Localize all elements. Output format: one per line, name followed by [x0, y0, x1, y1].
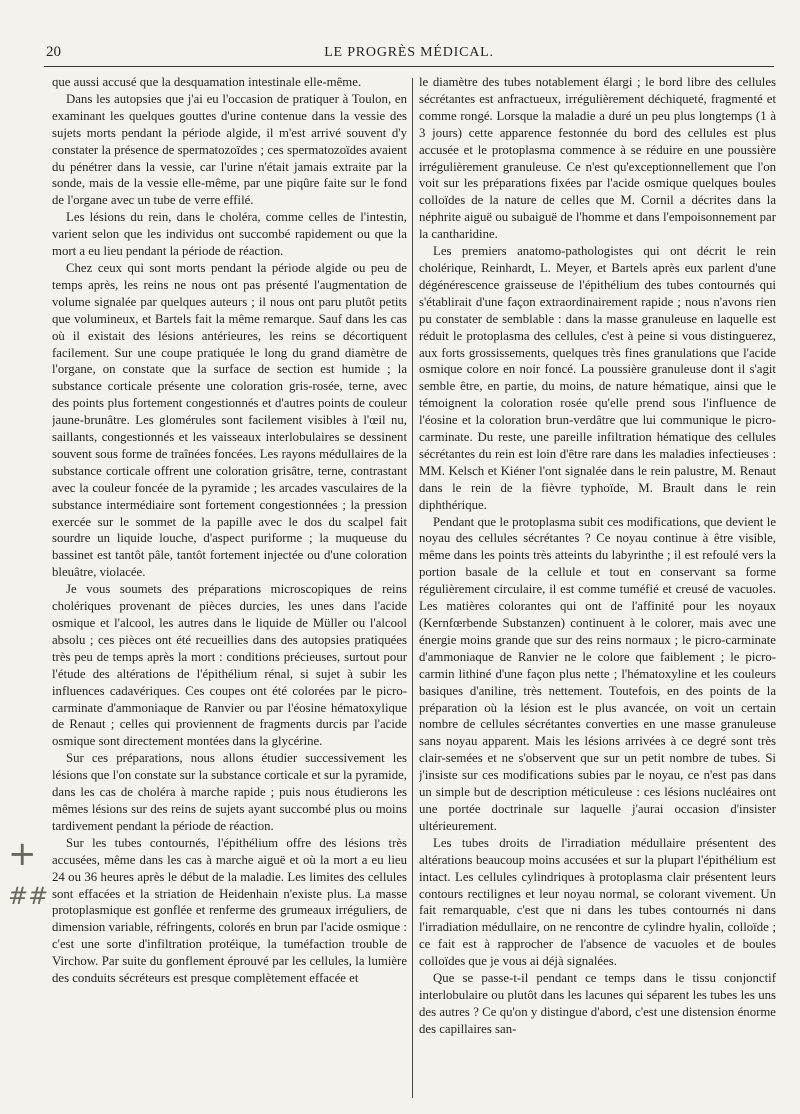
paragraph: Les premiers anatomo-pathologistes qui ont décrit le rein cholérique, Reinhardt, L. Meyer, et Bartels après eux parlent d'une dégénérescence graisseuse de l'épithélium des tubes contournés qui s'établirait d'une façon extraordinairement rapide ; nous n'avons rien pu constater de semblable : dans la masse granuleuse en laquelle est réduit le protoplasma des cellules, c'est à peine si vous distinguerez, aux forts grossissements, quelques très fines granulations que l'acide osmique colore en noir foncé. La poussière granuleuse dont il s'agit semble être, en partie, du moins, de nature hématique, ainsi que le témoignent la coloration rosée qu'elle prend sous l'influence de l'éosine et la coloration brun-verdâtre que lui communique le picro-carminate. Du reste, une pareille infiltration hématique des cellules sécrétantes du rein est loin d'être rare dans les maladies infectieuses : MM. Kelsch et Kiéner l'ont signalée dans le rein palustre, M. Renaut dans le rein de la fièvre typhoïde, M. Brault dans le rein diphthérique.: [419, 244, 776, 512]
right-column: [419, 74, 776, 1104]
paragraph: Je vous soumets des préparations microscopiques de reins cholériques provenant de pièces durcies, les unes dans l'acide osmique et l'alcool, les autres dans le liquide de Müller ou l'alcool absolu ; ces pièces ont été recueillies dans des autopsies pratiquées très peu de temps après la mort : conditions précieuses, surtout pour l'étude des altérations de l'épithélium rénal, si sujet à subir les influences cadavériques. Ces coupes ont été colorées par le picro-carminate d'ammoniaque de Ranvier ou par l'éosine hématoxylique de Renaut ; celles qui proviennent de fragments durcis par l'acide osmique sont directement montées dans la glycérine.: [52, 582, 407, 749]
paragraph: Les lésions du rein, dans le choléra, comme celles de l'intestin, varient selon que les individus ont succombé rapidement ou que la mort a eu lieu pendant la période de réaction.: [52, 210, 407, 259]
page-number: 20: [46, 44, 61, 60]
paragraph: Dans les autopsies que j'ai eu l'occasion de pratiquer à Toulon, en examinant les quelques gouttes d'urine contenue dans la vessie des sujets morts pendant la période algide, il m'est arrivé souvent d'y constater la présence de spermatozoïdes ; ces spermatozoïdes avaient du pénétrer dans la vessie, car l'urine n'était jamais extraite par la sonde, mais de la vessie elle-même, par une piqûre faite sur le fond de l'organe avec un tube de verre effilé.: [52, 91, 407, 208]
page-header: [44, 44, 774, 67]
margin-hash-mark: ##: [8, 882, 49, 910]
paragraph: Sur les tubes contournés, l'épithélium offre des lésions très accusées, même dans les cas à marche aiguë et où la mort a eu lieu 24 ou 36 heures après le début de la maladie. Les limites des cellules sont effacées et la striation de Heidenhain n'existe plus. La masse protoplasmique est gonflée et renferme des grumeaux irréguliers, de dimension variable, réfringents, colorés en brun par l'acide osmique : c'est une sorte d'infiltration protéique, la tuméfaction trouble de Virchow. Par suite du gonflement éprouvé par les cellules, la lumière des conduits sécréteurs est presque complètement effacée et: [52, 835, 407, 986]
left-column: [52, 74, 407, 1104]
paragraph: le diamètre des tubes notablement élargi ; le bord libre des cellules sécrétantes est anfractueux, irrégulièrement déchiqueté, fragmenté et comme rongé. Lorsque la maladie a duré un peu plus longtemps (1 à 3 jours) cette apparence festonnée du bord des cellules est plus accusée et le protoplasma commence à se réduire en une poussière irrégulièrement granuleuse. Ce n'est qu'exceptionnellement que l'on voit sur les préparations fixées par l'acide osmique quelques boules colloïdes de la nature de celles que M. Cornil a décrites dans la néphrite aiguë ou subaiguë de l'homme et dans l'empoisonnement par la cantharidine.: [419, 75, 776, 242]
paragraph: Que se passe-t-il pendant ce temps dans le tissu conjonctif interlobulaire ou plutôt dans les lacunes qui séparent les tubes les uns des autres ? Ce qu'on y distingue d'abord, c'est une distension énorme des capillaires san-: [419, 971, 776, 1036]
running-title: LE PROGRÈS MÉDICAL.: [324, 45, 494, 60]
column-divider: [412, 78, 413, 1098]
margin-cross-mark: +: [8, 834, 37, 874]
paragraph: Pendant que le protoplasma subit ces modifications, que devient le noyau des cellules sécrétantes ? Ce noyau continue à être visible, même dans les points très atteints du labyrinthe ; il est refoulé vers la portion basale de la cellule et tout en conservant sa forme régulièrement circulaire, il est comme tuméfié et creusé de vacuoles. Les matières colorantes qui ont de l'affinité pour les noyaux (Kernfœrbende Substanzen) continuent à le colorer, mais avec une énergie moins grande que sur des reins normaux ; le picro-carminate d'ammoniaque de Ranvier ne le colore que faiblement ; le picro-carmin lithiné d'une façon plus nette ; l'hématoxyline et les couleurs basiques d'aniline, très nettement. Toutefois, en des points de la préparation où la lésion est le plus avancée, on voit un certain nombre de cellules sécrétantes converties en une masse granuleuse sans noyau apparent. Mais les lésions arrivées à ce degré sont très clair-semées et ne s'observent que sur un petit nombre de tubes. Si j'insiste sur ces modifications subies par le noyau, ce n'est pas dans un simple but de description méticuleuse : ces lésions nucléaires ont une portée doctrinale sur laquelle j'aurai occasion d'insister ultérieurement.: [419, 514, 776, 833]
paragraph: Sur ces préparations, nous allons étudier successivement les lésions que l'on constate sur la substance corticale et sur la pyramide, dans les cas de choléra à marche rapide ; puis nous étudierons les mêmes lésions sur des reins de sujets ayant succombé plus ou moins tardivement pendant la période de réaction.: [52, 751, 407, 833]
paragraph: que aussi accusé que la desquamation intestinale elle-même.: [52, 75, 362, 89]
paragraph: Les tubes droits de l'irradiation médullaire présentent des altérations beaucoup moins accusées et sur la plupart l'épithélium est intact. Les cellules cylindriques à protoplasma clair présentent leurs contours rectilignes et leur noyau normal, se colorant vivement. Un fait remarquable, c'est que ni dans les tubes contournés ni dans l'irradiation médullaire, on ne rencontre de cylindre hyalin, colloïde ; ce fait est à rapprocher de l'absence de vacuoles et de boules colloïdes que je vous ai déjà signalées.: [419, 835, 776, 969]
paragraph: Chez ceux qui sont morts pendant la période algide ou peu de temps après, les reins ne nous ont pas présenté l'augmentation de volume signalée par quelques auteurs ; il nous ont paru plutôt petits que volumineux, et Bartels fait la même remarque. Sauf dans les cas où il existait des lésions antérieures, les reins se décortiquent facilement. Sur une coupe pratiquée le long du grand diamètre de l'organe, on constate que la surface de section est humide ; la substance corticale présente une coloration gris-rosée, terne, avec des points plus fortement congestionnés et d'autres points de couleur jaune-brunâtre. Les glomérules sont facilement visibles à l'œil nu, saillants, congestionnés et les vaisseaux interlobulaires se dessinent souvent sous forme de traînées foncées. Les rayons médullaires de la substance corticale offrent une coloration grisâtre, terne, contrastant avec la couleur foncée de la pyramide ; les arcades vasculaires de la substance intermédiaire sont fortement congestionnées ; la pression exercée sur le sommet de la papille avec le dos du scalpel fait sourdre un liquide louche, d'aspect puriforme ; la muqueuse du bassinet est tantôt pâle, tantôt fortement injectée ou d'une coloration bleuâtre, violacée.: [52, 260, 407, 580]
